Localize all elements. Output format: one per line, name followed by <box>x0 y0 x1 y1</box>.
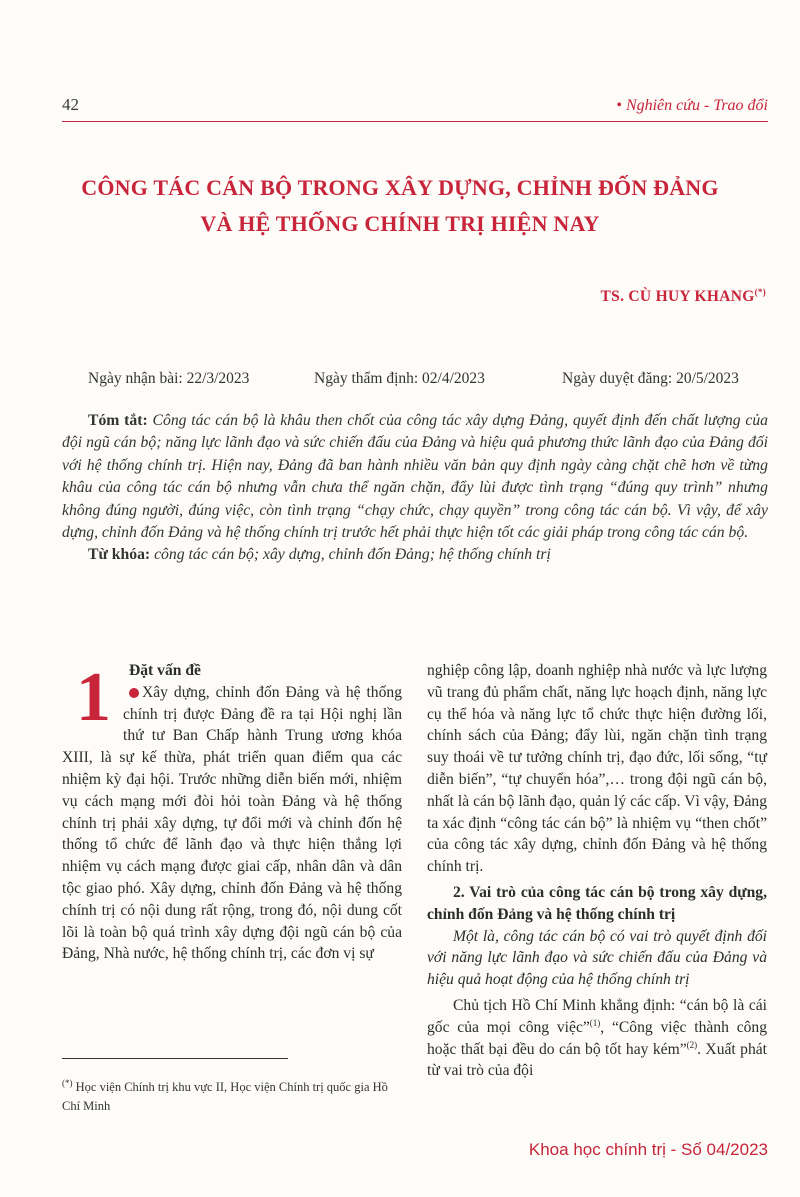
paragraph-2-part-a: Chủ tịch Hồ Chí Minh khẳng định: “cán bộ là cái gốc của mọi công việc” <box>427 996 767 1036</box>
abstract-paragraph <box>62 410 768 544</box>
reference-1: (1) <box>589 1017 601 1028</box>
paragraph-2-part-b: , “Công việc thành công hoặc thất bại đều do cán bộ tốt hay kém” <box>427 1018 768 1058</box>
keywords-text: công tác cán bộ; xây dựng, chỉnh đốn Đảng; hệ thống chính trị <box>154 546 551 564</box>
journal-footer: Khoa học chính trị - Số 04/2023 <box>528 1140 768 1159</box>
date-reviewed: Ngày thẩm định: 02/4/2023 <box>314 370 485 387</box>
footnote-text: Học viện Chính trị khu vực II, Học viện Chính trị quốc gia Hồ Chí Minh <box>62 1080 388 1113</box>
paragraph-1-continued: nghiệp công lập, doanh nghiệp nhà nước và lực lượng vũ trang đủ phẩm chất, năng lực hoạch định, năng lực cụ thể hóa và năng lực tổ chức thực hiện đường lối, chính sách của Đảng; đẩy lùi, ngăn chặn tình trạng suy thoái về tư tưởng chính trị, đạo đức, lối sống, “tự diễn biến”, “tự chuyển hóa”,… trong đội ngũ cán bộ, nhất là cán bộ lãnh đạo, quản lý các cấp. Vì vậy, Đảng ta xác định “công tác cán bộ” là nhiệm vụ “then chốt” của công tác xây dựng, chỉnh đốn Đảng và hệ thống chính trị. <box>427 662 767 876</box>
section-text: Nghiên cứu - Trao đổi <box>625 97 768 114</box>
abstract-text: Công tác cán bộ là khâu then chốt của công tác xây dựng Đảng, quyết định đến chất lượng của đội ngũ cán bộ; năng lực lãnh đạo và sức chiến đấu của Đảng và hiệu quả phương thức lãnh đạo của Đảng đối với hệ thống chính trị. Hiện nay, Đảng đã ban hành nhiều văn bản quy định ngày càng chặt chẽ hơn về từng khâu của công tác cán bộ nhưng vẫn chưa thể ngăn chặn, đẩy lùi được tình trạng “đúng quy trình” nhưng không đúng người, đúng việc, còn tình trạng “chạy chức, chạy quyền” trong công tác cán bộ. Vì vậy, để xây dựng, chỉnh đốn Đảng và hệ thống chính trị trước hết phải thực hiện tốt các giải pháp trong công tác cán bộ. <box>62 412 769 542</box>
subheading: Một là, công tác cán bộ có vai trò quyết định đối với năng lực lãnh đạo và sức chiến đấu của Đảng và hiệu quả hoạt động của hệ thống chính trị <box>427 927 767 989</box>
bullet-icon: • <box>616 97 622 114</box>
author <box>601 288 766 306</box>
bullet-dot-icon <box>129 688 139 698</box>
keywords-paragraph <box>62 544 768 566</box>
article-title <box>40 170 760 242</box>
date-received: Ngày nhận bài: 22/3/2023 <box>88 370 250 387</box>
body-right-column <box>427 660 767 1082</box>
body-left-column <box>62 660 402 965</box>
header-rule <box>62 121 768 122</box>
section-label <box>616 97 768 115</box>
date-approved: Ngày duyệt đăng: 20/5/2023 <box>562 370 739 387</box>
paragraph-2 <box>427 995 767 1082</box>
abstract-label: Tóm tắt: <box>88 412 148 429</box>
reference-2: (2) <box>686 1039 698 1050</box>
paragraph-1 <box>62 682 402 965</box>
heading-2: 2. Vai trò của công tác cán bộ trong xây dựng, chỉnh đốn Đảng và hệ thống chính trị <box>427 883 767 923</box>
footnote-rule <box>62 1058 288 1059</box>
footnote-mark: (*) <box>62 1077 73 1088</box>
abstract-block <box>62 410 768 567</box>
dropcap: 1 <box>76 659 111 736</box>
paragraph-1-text: Xây dựng, chỉnh đốn Đảng và hệ thống chính trị được Đảng đề ra tại Hội nghị lần thứ tư Ban Chấp hành Trung ương khóa XIII, là sự kế thừa, phát triển quan điểm qua các nhiệm kỳ đại hội. Trước những diễn biến mới, nhiệm vụ cách mạng mới đòi hỏi toàn Đảng và hệ thống chính trị phải xây dựng, tự đổi mới và chỉnh đốn hệ thống tổ chức để lãnh đạo và thực hiện thắng lợi nhiệm vụ cách mạng được giai cấp, nhân dân và dân tộc giao phó. Xây dựng, chỉnh đốn Đảng và hệ thống chính trị có nội dung rất rộng, trong đó, nội dung cốt lõi là toàn bộ quá trình xây dựng đội ngũ cán bộ của Đảng, Nhà nước, hệ thống chính trị, các đơn vị sự <box>62 683 402 963</box>
page-number: 42 <box>62 95 79 114</box>
footnote <box>62 1078 402 1116</box>
title-line-2: VÀ HỆ THỐNG CHÍNH TRỊ HIỆN NAY <box>200 211 600 236</box>
author-note-mark: (*) <box>754 286 766 297</box>
paragraph-2-part-c: . Xuất phát từ vai trò của đội <box>427 1040 767 1080</box>
author-name: TS. CÙ HUY KHANG <box>600 288 755 305</box>
title-line-1: CÔNG TÁC CÁN BỘ TRONG XÂY DỰNG, CHỈNH ĐỐN ĐẢNG <box>81 175 719 200</box>
keywords-label: Từ khóa: <box>88 546 151 564</box>
heading-1: Đặt vấn đề <box>129 662 201 679</box>
